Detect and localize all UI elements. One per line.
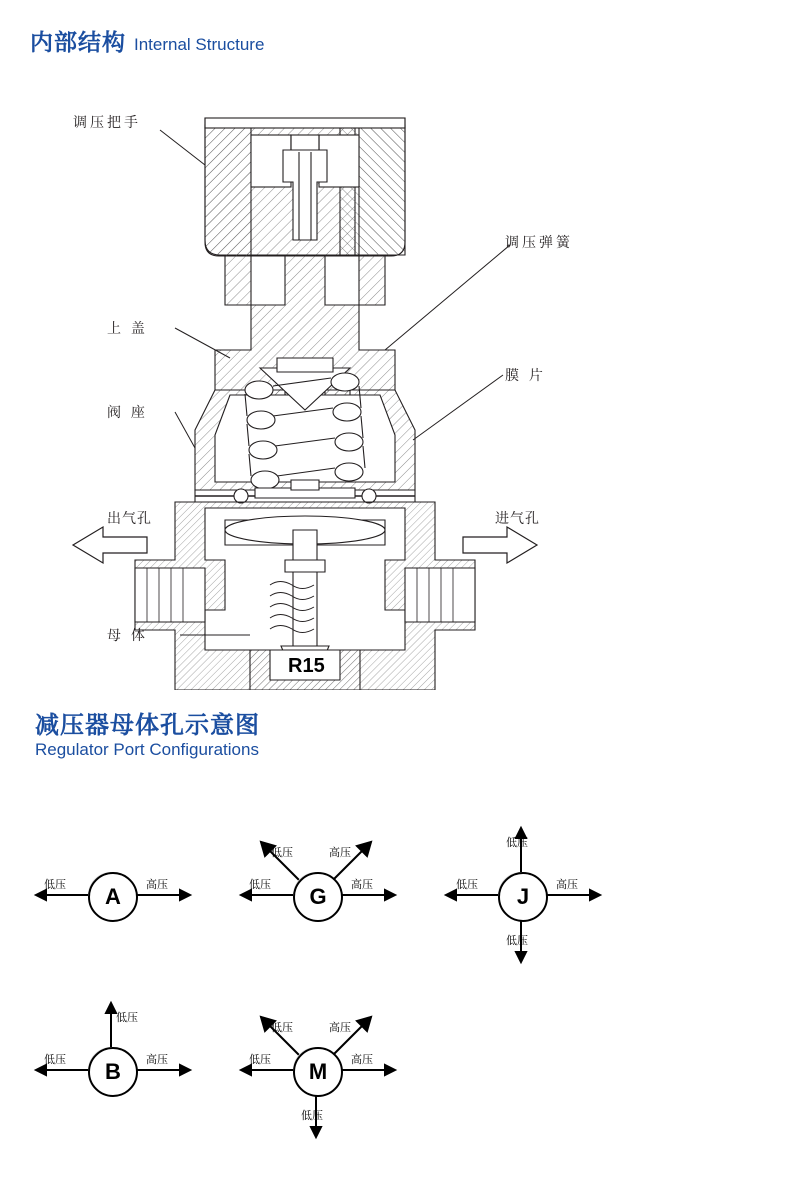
- port-configurations: [0, 800, 790, 1180]
- label-valve-seat: 阀 座: [107, 404, 148, 420]
- port-j-label-right: 高压: [556, 879, 578, 891]
- section2-title-en: Regulator Port Configurations: [35, 740, 259, 759]
- port-g-label-upright: 高压: [329, 847, 351, 859]
- port-config-b: [0, 985, 230, 1155]
- port-a-label-left: 低压: [44, 879, 66, 891]
- port-b-label-up: 低压: [116, 1012, 138, 1024]
- port-m-label-upright: 高压: [329, 1022, 351, 1034]
- port-m-label-right: 高压: [351, 1054, 373, 1066]
- port-b-label-left: 低压: [44, 1054, 66, 1066]
- port-m-label-down: 低压: [301, 1110, 323, 1122]
- section2-title-cn: 减压器母体孔示意图: [35, 712, 260, 739]
- port-g-label-upleft: 低压: [271, 847, 293, 859]
- label-upper-cover: 上 盖: [107, 320, 148, 336]
- port-m-label-left: 低压: [249, 1054, 271, 1066]
- regulator-cutaway-diagram: [55, 90, 655, 690]
- label-outlet: 出气孔: [107, 510, 152, 526]
- cutaway-drawing: [55, 90, 655, 690]
- port-j-label-up: 低压: [506, 837, 528, 849]
- port-g-code: G: [293, 872, 343, 922]
- port-a-label-right: 高压: [146, 879, 168, 891]
- label-diaphragm: 膜 片: [505, 367, 546, 383]
- port-b-code: B: [88, 1047, 138, 1097]
- model-name: R15: [288, 655, 325, 677]
- port-j-code: J: [498, 872, 548, 922]
- port-b-label-right: 高压: [146, 1054, 168, 1066]
- port-m-label-upleft: 低压: [271, 1022, 293, 1034]
- label-handle: 调压把手: [73, 114, 141, 130]
- page-title: [30, 24, 264, 57]
- port-config-g: [205, 810, 435, 980]
- page-title-en: Internal Structure: [134, 35, 265, 54]
- port-g-label-right: 高压: [351, 879, 373, 891]
- label-body: 母 体: [107, 627, 148, 643]
- label-inlet: 进气孔: [495, 510, 540, 526]
- page-title-cn: 内部结构: [30, 29, 126, 55]
- port-a-code: A: [88, 872, 138, 922]
- port-config-j: [410, 810, 640, 980]
- port-g-label-left: 低压: [249, 879, 271, 891]
- port-config-a: [0, 810, 230, 980]
- port-j-label-down: 低压: [506, 935, 528, 947]
- label-spring: 调压弹簧: [505, 234, 573, 250]
- port-config-m: [205, 985, 435, 1155]
- port-j-label-left: 低压: [456, 879, 478, 891]
- port-m-code: M: [293, 1047, 343, 1097]
